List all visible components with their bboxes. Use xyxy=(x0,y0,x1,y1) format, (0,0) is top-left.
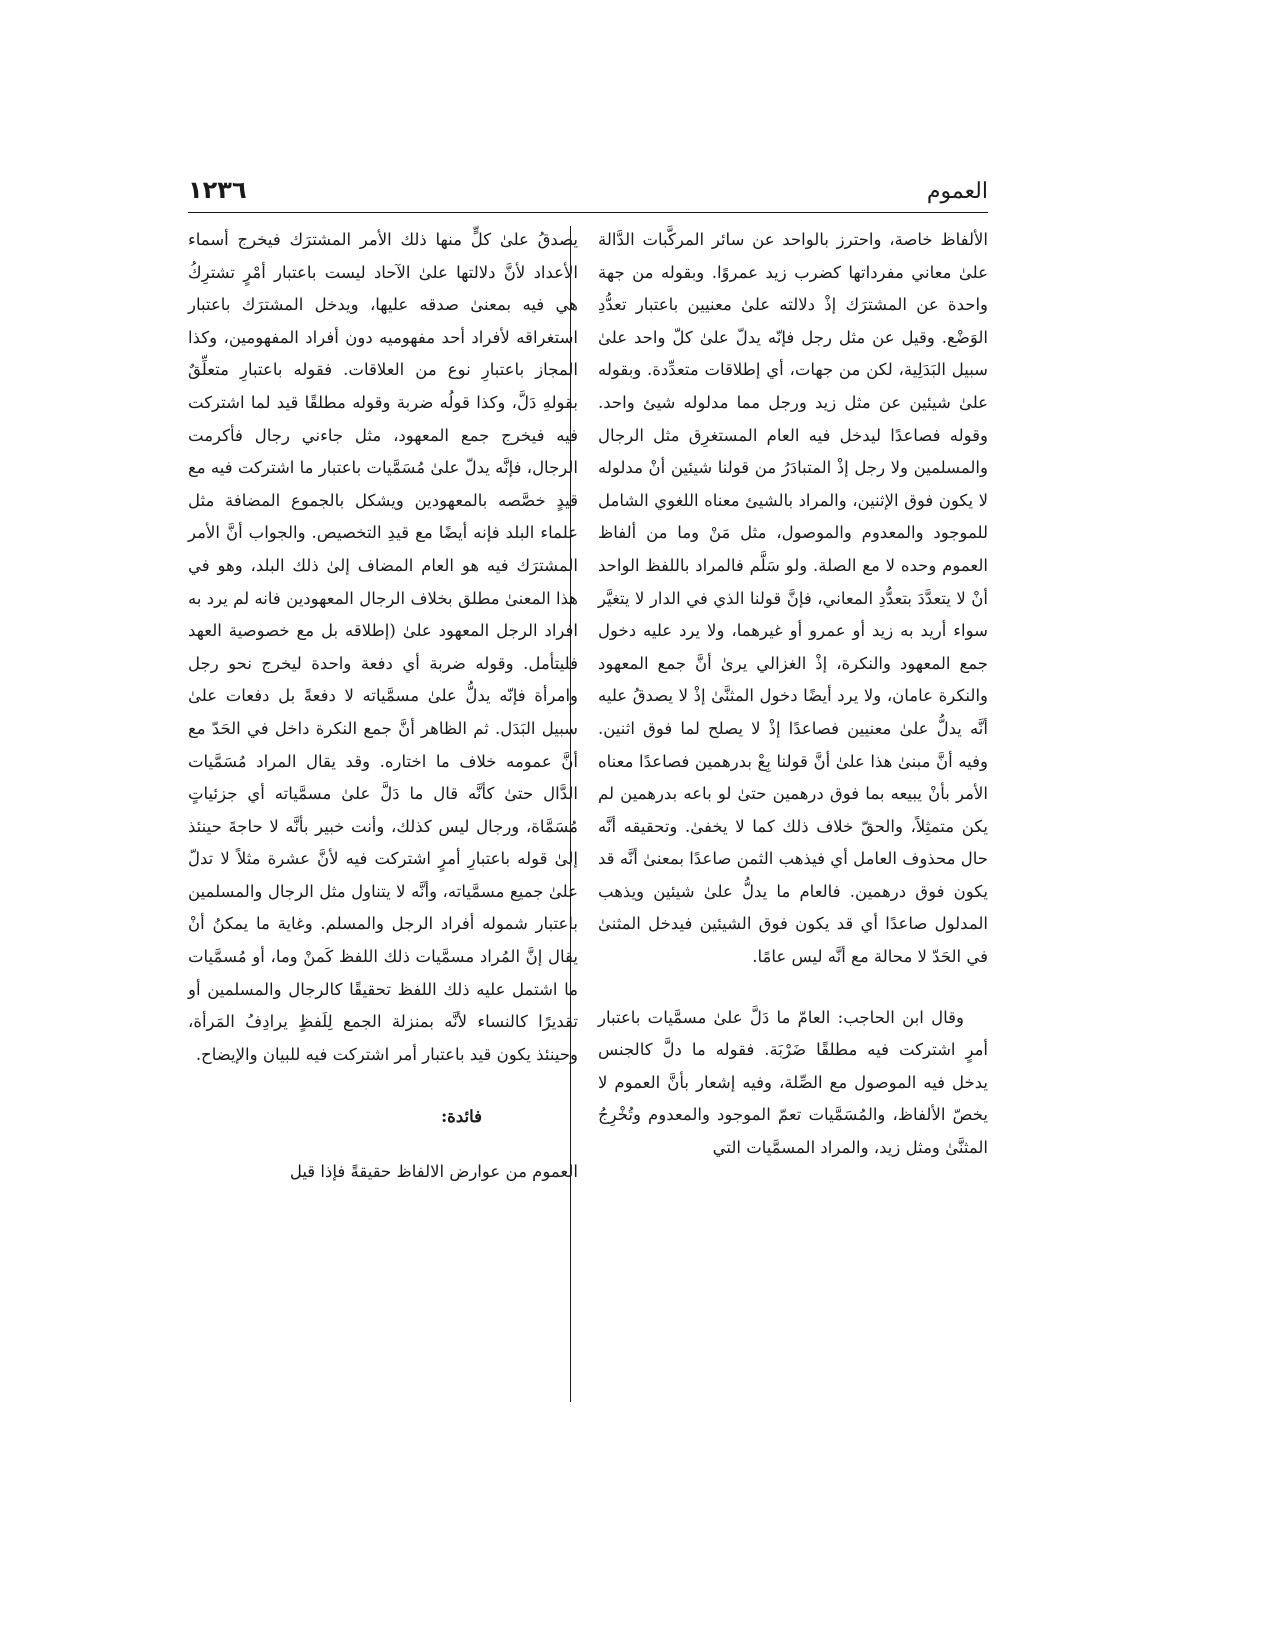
right-column-paragraph: وقال ابن الحاجب: العامّ ما دَلَّ علىٰ مسمَّيات باعتبار أمرٍ اشتركت فيه مطلقًا ضَرْبَة. فقوله ما دلَّ كالجنس يدخل فيه الموصول مع الصِّلة، وفيه إشعار بأنَّ العموم لا يخصّ الألفاظ، والمُسَمَّيات تعمّ الموجود والمعدوم وتُخْرِجُ المثنَّىٰ ومثل زيد، والمراد المسمَّيات التي xyxy=(598,1007,988,1158)
right-column-paragraph: الألفاظ خاصة، واحترز بالواحد عن سائر المركَّبات الدَّالة علىٰ معاني مفرداتها كضرب زيد عمروًا. وبقوله من جهة واحدة عن المشترَك إذْ دلالته علىٰ معنيين باعتبار تعدُّدِ الوَضْع. وقيل عن مثل رجل فإنّه يدلّ علىٰ كلّ واحد علىٰ سبيل البَدَلِية، لكن من جهات، أي إطلاقات متعدِّدة. وبقوله علىٰ شيئين عن مثل زيد ورجل مما مدلوله شيئ واحد. وقوله فصاعدًا ليدخل فيه العام المستغرِق مثل الرجال والمسلمين ولا رجل إذْ المتبادَرُ من قولنا شيئين أنْ مدلوله لا يكون فوق الإثنين، والمراد بالشيئ معناه اللغوي الشامل للموجود والمعدوم والموصول، مثل مَنْ وما من ألفاظ العموم وحده لا مع الصلة. ولو سَلَّم فالمراد باللفظ الواحد أنْ لا يتعدَّدَ بتعدُّدِ المعاني، فإنَّ قولنا الذي في الدار لا يتغيَّر سواء أريد به زيد أو عمرو أو غيرهما، ولا يرد عليه دخول جمع المعهود والنكرة، إذْ الغزالي يرىٰ أنَّ جمع المعهود والنكرة عامان، ولا يرد أيضًا دخول المثنَّىٰ إذْ لا يصدقُ عليه أنَّه يدلُّ علىٰ معنيين فصاعدًا إذْ لا يصلح لما فوق اثنين. وفيه أنَّ مبنىٰ هذا علىٰ أنَّ قولنا بِعْ بدرهمين فصاعدًا معناه الأمر بأنْ يبيعه بما فوق درهمين حتىٰ لو باعه بدرهمين لم يكن متمثِلاً، والحقّ خلاف ذلك كما لا يخفىٰ. وتحقيقه أنَّه حال محذوف العامل أي فيذهب الثمن صاعدًا بمعنىٰ أنَّه قد يكون فوق درهمين. فالعام ما يدلُّ علىٰ شيئين ويذهب المدلول صاعدًا أي قد يكون فوق الشيئين فيدخل المثنىٰ في الحَدّ لا محالة مع أنَّه ليس عامًا. xyxy=(598,230,988,967)
right-column xyxy=(598,224,988,1165)
left-column xyxy=(188,224,578,1189)
page-number: ١٢٣٦ xyxy=(188,176,247,204)
note-heading: فائدة: xyxy=(441,1107,482,1127)
header-rule xyxy=(188,212,988,213)
running-title: العموم xyxy=(926,179,988,204)
note-body: العموم من عوارض الالفاظ حقيقةً فإذا قيل xyxy=(289,1162,578,1182)
left-column-paragraph: يصدقُ علىٰ كلٍّ منها ذلك الأمر المشترَك فيخرج أسماء الأعداد لأنَّ دلالتها علىٰ الآحاد ليست باعتبار أمْرٍ تشترِكُ هي فيه بمعنىٰ صدقه عليها، ويدخل المشترَك باعتبار استغراقه لأفراد أحد مفهوميه دون أفراد المفهومين، وكذا المجاز باعتبارِ نوع من العلاقات. فقوله باعتبارِ متعلِّقٌ بقولهِ دَلَّ، وكذا قولُه ضربة وقوله مطلقًا قيد لما اشتركت فيه فيخرج جمع المعهود، مثل جاءني رجال فأكرمت الرجال، فإنَّه يدلّ علىٰ مُسَمَّيات باعتبار ما اشتركت فيه مع قيدٍ خصَّصه بالمعهودين ويشكل بالجموع المضافة مثل علماء البلد فإنه أيضًا مع قيدِ التخصيص. والجواب أنَّ الأمر المشترَك فيه هو العام المضاف إلىٰ ذلك البلد، وهو في هذا المعنىٰ مطلق بخلاف الرجال المعهودين فانه لم يرد به افراد الرجل المعهود علىٰ (إطلاقه بل مع خصوصية العهد فليتأمل. وقوله ضربة أي دفعة واحدة ليخرج نحو رجل وامرأة فإنّه يدلُّ علىٰ مسمَّياته لا دفعةً بل دفعات علىٰ سبيل البَدَل. ثم الظاهر أنَّ جمع النكرة داخل في الحَدّ مع أنَّ عمومه خلاف ما اختاره. وقد يقال المراد مُسَمَّيات الدَّال حتىٰ كأنَّه قال ما دَلَّ علىٰ مسمَّياته أي جزئياتٍ مُسَمَّاة، ورجال ليس كذلك، وأنت خبير بأنَّه لا حاجةَ حينئذ إلىٰ قوله باعتبارِ أمرٍ اشتركت فيه لأنَّ عشرة مثلاً لا تدلّ علىٰ جميع مسمَّياته، وأنَّه لا يتناول مثل الرجال والمسلمين باعتبار شموله أفراد الرجل والمسلم. وغاية ما يمكنُ أنْ يقال إنَّ المُراد مسمَّيات ذلك اللفظ كَمنْ وما، أو مُسمَّيات ما اشتمل عليه ذلك اللفظ تحقيقًا كالرجال والمسلمين أو تقديرًا كالنساء لأنَّه بمنزلة الجمع لِلَفظٍ يرادِفُ المَرأة، وحينئذ يكون قيد باعتبار أمر اشتركت فيه للبيان والإيضاح. xyxy=(188,230,578,1064)
page-header xyxy=(188,174,988,210)
